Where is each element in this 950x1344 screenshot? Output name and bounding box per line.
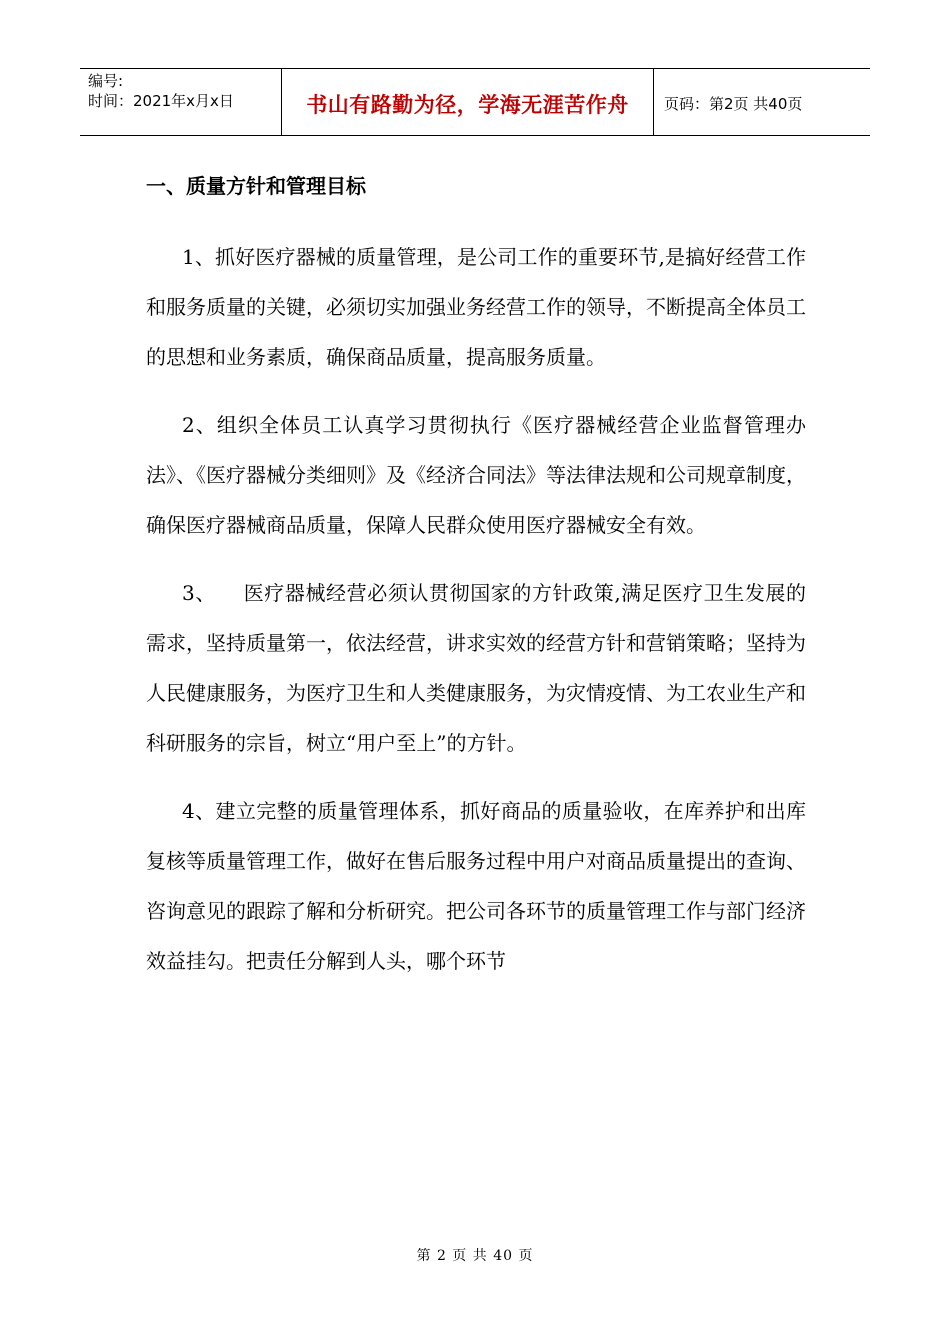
header-page-number: 页码：第2页 共40页: [664, 94, 803, 113]
document-body: [146, 160, 806, 986]
paragraph-4: 4、建立完整的质量管理体系，抓好商品的质量验收，在库养护和出库复核等质量管理工作，做好在售后服务过程中用户对商品质量提出的查询、咨询意见的跟踪了解和分析研究。把公司各环节的质量管理工作与部门经济效益挂勾。把责任分解到人头，哪个环节: [146, 799, 806, 973]
document-date-label: 时间：2021年x月x日: [88, 92, 234, 110]
header-motto: 书山有路勤为径，学海无涯苦作舟: [281, 69, 654, 135]
paragraph-3: 3、 医疗器械经营必须认贯彻国家的方针政策,满足医疗卫生发展的需求，坚持质量第一，依法经营，讲求实效的经营方针和营销策略；坚持为人民健康服务，为医疗卫生和人类健康服务，为灾情疫情、为工农业生产和科研服务的宗旨，树立“用户至上”的方针。: [146, 581, 806, 755]
section-title: 一、质量方针和管理目标: [146, 174, 366, 198]
page-footer: 第 2 页 共 40 页: [416, 1248, 534, 1264]
document-number-label: 编号:: [88, 72, 124, 90]
document-header: [80, 68, 870, 136]
header-meta: [80, 69, 281, 135]
paragraph-2: 2、组织全体员工认真学习贯彻执行《医疗器械经营企业监督管理办法》、《医疗器械分类细则》及《经济合同法》等法律法规和公司规章制度，确保医疗器械商品质量，保障人民群众使用医疗器械安全有效。: [146, 413, 806, 537]
paragraph-1: 1、抓好医疗器械的质量管理，是公司工作的重要环节,是搞好经营工作和服务质量的关键，必须切实加强业务经营工作的领导，不断提高全体员工的思想和业务素质，确保商品质量，提高服务质量。: [146, 245, 806, 369]
